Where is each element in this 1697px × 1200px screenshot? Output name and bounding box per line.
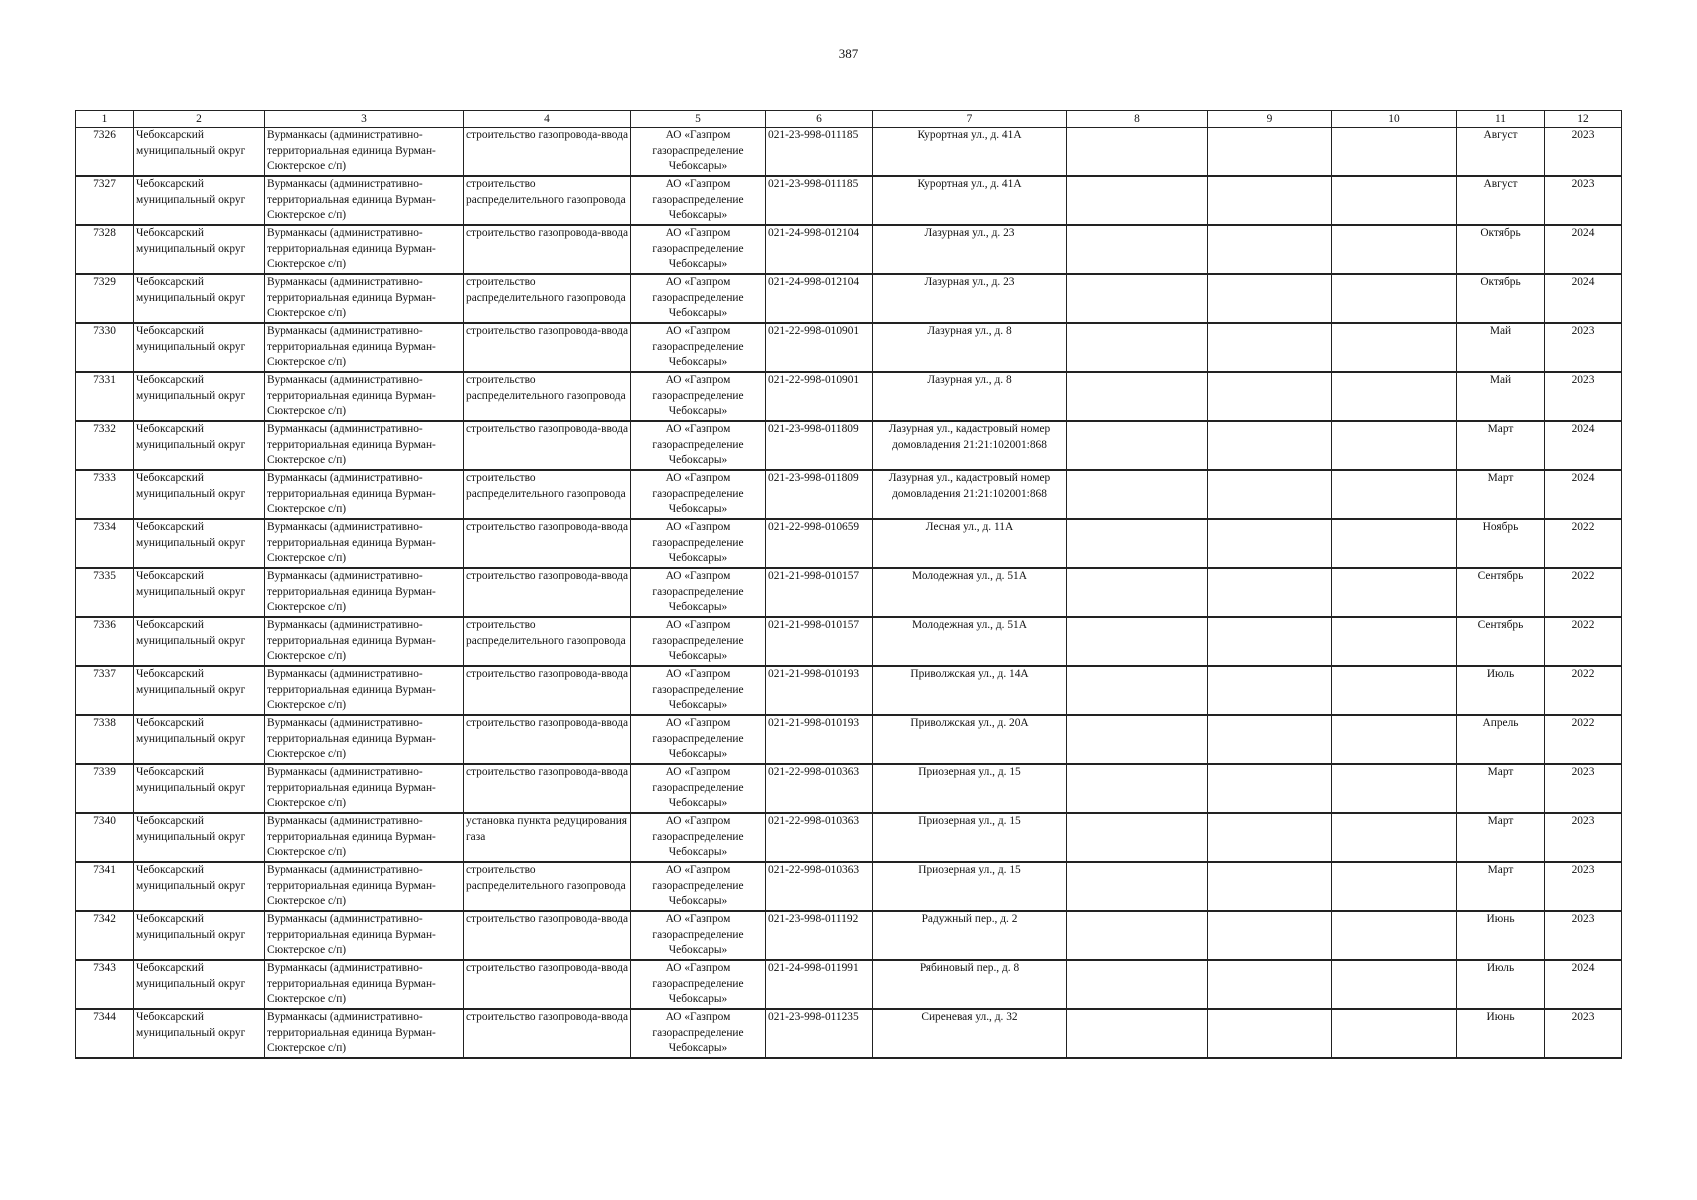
month-cell: Июль xyxy=(1457,666,1545,715)
address-cell: Приволжская ул., д. 20А xyxy=(873,715,1067,764)
address-cell: Рябиновый пер., д. 8 xyxy=(873,960,1067,1009)
column-8-cell xyxy=(1067,862,1208,911)
district-cell: Чебоксарский муниципальный округ xyxy=(134,862,265,911)
column-header: 8 xyxy=(1067,111,1208,128)
district-cell: Чебоксарский муниципальный округ xyxy=(134,372,265,421)
work-type-cell: строительство газопровода-ввода xyxy=(464,323,631,372)
month-cell: Март xyxy=(1457,470,1545,519)
month-cell: Июнь xyxy=(1457,911,1545,960)
column-10-cell xyxy=(1332,176,1457,225)
table-row xyxy=(76,764,1622,813)
column-8-cell xyxy=(1067,568,1208,617)
organization-cell: АО «Газпром газораспределение Чебоксары» xyxy=(631,1009,766,1058)
table-row xyxy=(76,421,1622,470)
address-cell: Курортная ул., д. 41А xyxy=(873,176,1067,225)
settlement-cell: Вурманкасы (административно-территориальная единица Вурман-Сюктерское с/п) xyxy=(265,911,464,960)
year-cell: 2023 xyxy=(1545,1009,1622,1058)
district-cell: Чебоксарский муниципальный округ xyxy=(134,764,265,813)
district-cell: Чебоксарский муниципальный округ xyxy=(134,225,265,274)
column-8-cell xyxy=(1067,372,1208,421)
row-number-cell: 7330 xyxy=(76,323,134,372)
table-row xyxy=(76,519,1622,568)
column-10-cell xyxy=(1332,421,1457,470)
table-row xyxy=(76,617,1622,666)
month-cell: Октябрь xyxy=(1457,274,1545,323)
district-cell: Чебоксарский муниципальный округ xyxy=(134,666,265,715)
table-row xyxy=(76,274,1622,323)
application-code-cell: 021-24-998-012104 xyxy=(766,225,873,274)
work-type-cell: строительство газопровода-ввода xyxy=(464,421,631,470)
district-cell: Чебоксарский муниципальный округ xyxy=(134,1009,265,1058)
address-cell: Лазурная ул., д. 23 xyxy=(873,225,1067,274)
address-cell: Курортная ул., д. 41А xyxy=(873,128,1067,177)
table-row xyxy=(76,666,1622,715)
year-cell: 2023 xyxy=(1545,128,1622,177)
settlement-cell: Вурманкасы (административно-территориальная единица Вурман-Сюктерское с/п) xyxy=(265,176,464,225)
column-9-cell xyxy=(1208,568,1332,617)
address-cell: Приволжская ул., д. 14А xyxy=(873,666,1067,715)
application-code-cell: 021-23-998-011809 xyxy=(766,470,873,519)
month-cell: Октябрь xyxy=(1457,225,1545,274)
column-8-cell xyxy=(1067,960,1208,1009)
year-cell: 2022 xyxy=(1545,715,1622,764)
column-9-cell xyxy=(1208,911,1332,960)
application-code-cell: 021-21-998-010157 xyxy=(766,568,873,617)
work-type-cell: строительство распределительного газопровода xyxy=(464,372,631,421)
district-cell: Чебоксарский муниципальный округ xyxy=(134,715,265,764)
column-9-cell xyxy=(1208,372,1332,421)
column-8-cell xyxy=(1067,225,1208,274)
table-row xyxy=(76,960,1622,1009)
column-10-cell xyxy=(1332,225,1457,274)
settlement-cell: Вурманкасы (административно-территориальная единица Вурман-Сюктерское с/п) xyxy=(265,617,464,666)
work-type-cell: строительство распределительного газопровода xyxy=(464,176,631,225)
organization-cell: АО «Газпром газораспределение Чебоксары» xyxy=(631,764,766,813)
address-cell: Лазурная ул., д. 8 xyxy=(873,323,1067,372)
address-cell: Радужный пер., д. 2 xyxy=(873,911,1067,960)
column-header: 4 xyxy=(464,111,631,128)
settlement-cell: Вурманкасы (административно-территориальная единица Вурман-Сюктерское с/п) xyxy=(265,421,464,470)
month-cell: Ноябрь xyxy=(1457,519,1545,568)
work-type-cell: строительство газопровода-ввода xyxy=(464,519,631,568)
column-10-cell xyxy=(1332,862,1457,911)
address-cell: Молодежная ул., д. 51А xyxy=(873,617,1067,666)
year-cell: 2024 xyxy=(1545,225,1622,274)
year-cell: 2023 xyxy=(1545,911,1622,960)
settlement-cell: Вурманкасы (административно-территориальная единица Вурман-Сюктерское с/п) xyxy=(265,813,464,862)
month-cell: Август xyxy=(1457,128,1545,177)
organization-cell: АО «Газпром газораспределение Чебоксары» xyxy=(631,568,766,617)
row-number-cell: 7341 xyxy=(76,862,134,911)
settlement-cell: Вурманкасы (административно-территориальная единица Вурман-Сюктерское с/п) xyxy=(265,470,464,519)
column-header: 10 xyxy=(1332,111,1457,128)
district-cell: Чебоксарский муниципальный округ xyxy=(134,274,265,323)
organization-cell: АО «Газпром газораспределение Чебоксары» xyxy=(631,372,766,421)
district-cell: Чебоксарский муниципальный округ xyxy=(134,911,265,960)
column-9-cell xyxy=(1208,666,1332,715)
column-10-cell xyxy=(1332,1009,1457,1058)
table-row xyxy=(76,176,1622,225)
year-cell: 2023 xyxy=(1545,862,1622,911)
row-number-cell: 7339 xyxy=(76,764,134,813)
column-9-cell xyxy=(1208,813,1332,862)
column-8-cell xyxy=(1067,274,1208,323)
column-9-cell xyxy=(1208,128,1332,177)
month-cell: Сентябрь xyxy=(1457,617,1545,666)
year-cell: 2022 xyxy=(1545,666,1622,715)
registry-body xyxy=(76,128,1622,1059)
column-9-cell xyxy=(1208,519,1332,568)
address-cell: Лазурная ул., кадастровый номер домовладения 21:21:102001:868 xyxy=(873,421,1067,470)
table-row xyxy=(76,862,1622,911)
application-code-cell: 021-22-998-010901 xyxy=(766,372,873,421)
address-cell: Лазурная ул., кадастровый номер домовладения 21:21:102001:868 xyxy=(873,470,1067,519)
column-header: 2 xyxy=(134,111,265,128)
organization-cell: АО «Газпром газораспределение Чебоксары» xyxy=(631,470,766,519)
application-code-cell: 021-21-998-010193 xyxy=(766,715,873,764)
application-code-cell: 021-22-998-010901 xyxy=(766,323,873,372)
month-cell: Март xyxy=(1457,813,1545,862)
application-code-cell: 021-22-998-010363 xyxy=(766,862,873,911)
month-cell: Сентябрь xyxy=(1457,568,1545,617)
organization-cell: АО «Газпром газораспределение Чебоксары» xyxy=(631,911,766,960)
year-cell: 2023 xyxy=(1545,323,1622,372)
settlement-cell: Вурманкасы (административно-территориальная единица Вурман-Сюктерское с/п) xyxy=(265,225,464,274)
application-code-cell: 021-23-998-011809 xyxy=(766,421,873,470)
district-cell: Чебоксарский муниципальный округ xyxy=(134,813,265,862)
column-header: 12 xyxy=(1545,111,1622,128)
settlement-cell: Вурманкасы (административно-территориальная единица Вурман-Сюктерское с/п) xyxy=(265,519,464,568)
year-cell: 2022 xyxy=(1545,519,1622,568)
month-cell: Май xyxy=(1457,323,1545,372)
column-header: 9 xyxy=(1208,111,1332,128)
work-type-cell: строительство газопровода-ввода xyxy=(464,1009,631,1058)
table-row xyxy=(76,225,1622,274)
column-8-cell xyxy=(1067,176,1208,225)
year-cell: 2022 xyxy=(1545,568,1622,617)
application-code-cell: 021-21-998-010193 xyxy=(766,666,873,715)
application-code-cell: 021-24-998-012104 xyxy=(766,274,873,323)
column-8-cell xyxy=(1067,128,1208,177)
address-cell: Приозерная ул., д. 15 xyxy=(873,764,1067,813)
application-code-cell: 021-23-998-011185 xyxy=(766,176,873,225)
column-8-cell xyxy=(1067,470,1208,519)
address-cell: Молодежная ул., д. 51А xyxy=(873,568,1067,617)
district-cell: Чебоксарский муниципальный округ xyxy=(134,960,265,1009)
application-code-cell: 021-23-998-011185 xyxy=(766,128,873,177)
organization-cell: АО «Газпром газораспределение Чебоксары» xyxy=(631,421,766,470)
column-9-cell xyxy=(1208,176,1332,225)
table-row xyxy=(76,911,1622,960)
table-row xyxy=(76,715,1622,764)
settlement-cell: Вурманкасы (административно-территориальная единица Вурман-Сюктерское с/п) xyxy=(265,128,464,177)
column-8-cell xyxy=(1067,421,1208,470)
column-9-cell xyxy=(1208,1009,1332,1058)
column-10-cell xyxy=(1332,323,1457,372)
column-10-cell xyxy=(1332,813,1457,862)
settlement-cell: Вурманкасы (административно-территориальная единица Вурман-Сюктерское с/п) xyxy=(265,1009,464,1058)
row-number-cell: 7327 xyxy=(76,176,134,225)
organization-cell: АО «Газпром газораспределение Чебоксары» xyxy=(631,225,766,274)
column-10-cell xyxy=(1332,617,1457,666)
column-10-cell xyxy=(1332,519,1457,568)
month-cell: Май xyxy=(1457,372,1545,421)
row-number-cell: 7335 xyxy=(76,568,134,617)
application-code-cell: 021-22-998-010363 xyxy=(766,813,873,862)
column-10-cell xyxy=(1332,372,1457,421)
application-code-cell: 021-22-998-010363 xyxy=(766,764,873,813)
column-9-cell xyxy=(1208,225,1332,274)
row-number-cell: 7340 xyxy=(76,813,134,862)
settlement-cell: Вурманкасы (административно-территориальная единица Вурман-Сюктерское с/п) xyxy=(265,372,464,421)
work-type-cell: строительство распределительного газопровода xyxy=(464,470,631,519)
column-header: 7 xyxy=(873,111,1067,128)
row-number-cell: 7333 xyxy=(76,470,134,519)
settlement-cell: Вурманкасы (административно-территориальная единица Вурман-Сюктерское с/п) xyxy=(265,666,464,715)
month-cell: Март xyxy=(1457,862,1545,911)
year-cell: 2023 xyxy=(1545,372,1622,421)
row-number-cell: 7329 xyxy=(76,274,134,323)
settlement-cell: Вурманкасы (административно-территориальная единица Вурман-Сюктерское с/п) xyxy=(265,274,464,323)
organization-cell: АО «Газпром газораспределение Чебоксары» xyxy=(631,813,766,862)
district-cell: Чебоксарский муниципальный округ xyxy=(134,470,265,519)
year-cell: 2022 xyxy=(1545,617,1622,666)
year-cell: 2024 xyxy=(1545,421,1622,470)
address-cell: Лазурная ул., д. 23 xyxy=(873,274,1067,323)
row-number-cell: 7328 xyxy=(76,225,134,274)
column-9-cell xyxy=(1208,323,1332,372)
district-cell: Чебоксарский муниципальный округ xyxy=(134,568,265,617)
application-code-cell: 021-22-998-010659 xyxy=(766,519,873,568)
work-type-cell: строительство газопровода-ввода xyxy=(464,715,631,764)
work-type-cell: строительство распределительного газопровода xyxy=(464,862,631,911)
address-cell: Сиреневая ул., д. 32 xyxy=(873,1009,1067,1058)
year-cell: 2024 xyxy=(1545,470,1622,519)
row-number-cell: 7337 xyxy=(76,666,134,715)
organization-cell: АО «Газпром газораспределение Чебоксары» xyxy=(631,666,766,715)
row-number-cell: 7331 xyxy=(76,372,134,421)
row-number-cell: 7336 xyxy=(76,617,134,666)
row-number-cell: 7332 xyxy=(76,421,134,470)
work-type-cell: строительство газопровода-ввода xyxy=(464,764,631,813)
work-type-cell: строительство газопровода-ввода xyxy=(464,960,631,1009)
district-cell: Чебоксарский муниципальный округ xyxy=(134,617,265,666)
organization-cell: АО «Газпром газораспределение Чебоксары» xyxy=(631,274,766,323)
work-type-cell: строительство газопровода-ввода xyxy=(464,568,631,617)
table-row xyxy=(76,323,1622,372)
column-10-cell xyxy=(1332,568,1457,617)
district-cell: Чебоксарский муниципальный округ xyxy=(134,176,265,225)
column-9-cell xyxy=(1208,274,1332,323)
column-10-cell xyxy=(1332,666,1457,715)
year-cell: 2024 xyxy=(1545,960,1622,1009)
column-10-cell xyxy=(1332,764,1457,813)
column-10-cell xyxy=(1332,960,1457,1009)
table-row xyxy=(76,128,1622,177)
column-header: 11 xyxy=(1457,111,1545,128)
settlement-cell: Вурманкасы (административно-территориальная единица Вурман-Сюктерское с/п) xyxy=(265,568,464,617)
column-10-cell xyxy=(1332,470,1457,519)
table-row xyxy=(76,470,1622,519)
table-row xyxy=(76,1009,1622,1058)
settlement-cell: Вурманкасы (административно-территориальная единица Вурман-Сюктерское с/п) xyxy=(265,323,464,372)
column-10-cell xyxy=(1332,128,1457,177)
work-type-cell: строительство газопровода-ввода xyxy=(464,911,631,960)
column-8-cell xyxy=(1067,764,1208,813)
district-cell: Чебоксарский муниципальный округ xyxy=(134,519,265,568)
column-9-cell xyxy=(1208,470,1332,519)
work-type-cell: строительство распределительного газопровода xyxy=(464,617,631,666)
column-9-cell xyxy=(1208,764,1332,813)
month-cell: Апрель xyxy=(1457,715,1545,764)
district-cell: Чебоксарский муниципальный округ xyxy=(134,323,265,372)
column-header: 1 xyxy=(76,111,134,128)
row-number-cell: 7326 xyxy=(76,128,134,177)
application-code-cell: 021-23-998-011235 xyxy=(766,1009,873,1058)
work-type-cell: строительство газопровода-ввода xyxy=(464,666,631,715)
address-cell: Лесная ул., д. 11А xyxy=(873,519,1067,568)
address-cell: Приозерная ул., д. 15 xyxy=(873,813,1067,862)
settlement-cell: Вурманкасы (административно-территориальная единица Вурман-Сюктерское с/п) xyxy=(265,862,464,911)
row-number-cell: 7343 xyxy=(76,960,134,1009)
column-9-cell xyxy=(1208,617,1332,666)
work-type-cell: строительство распределительного газопровода xyxy=(464,274,631,323)
column-header: 3 xyxy=(265,111,464,128)
column-8-cell xyxy=(1067,323,1208,372)
district-cell: Чебоксарский муниципальный округ xyxy=(134,421,265,470)
organization-cell: АО «Газпром газораспределение Чебоксары» xyxy=(631,862,766,911)
work-type-cell: строительство газопровода-ввода xyxy=(464,128,631,177)
organization-cell: АО «Газпром газораспределение Чебоксары» xyxy=(631,617,766,666)
organization-cell: АО «Газпром газораспределение Чебоксары» xyxy=(631,128,766,177)
application-code-cell: 021-21-998-010157 xyxy=(766,617,873,666)
month-cell: Март xyxy=(1457,421,1545,470)
column-9-cell xyxy=(1208,960,1332,1009)
address-cell: Приозерная ул., д. 15 xyxy=(873,862,1067,911)
column-number-row xyxy=(76,111,1622,128)
column-9-cell xyxy=(1208,715,1332,764)
page-number: 387 xyxy=(838,46,859,61)
organization-cell: АО «Газпром газораспределение Чебоксары» xyxy=(631,176,766,225)
column-8-cell xyxy=(1067,666,1208,715)
column-8-cell xyxy=(1067,617,1208,666)
row-number-cell: 7342 xyxy=(76,911,134,960)
column-9-cell xyxy=(1208,421,1332,470)
gasification-registry-table xyxy=(75,110,1622,1059)
year-cell: 2024 xyxy=(1545,274,1622,323)
application-code-cell: 021-24-998-011991 xyxy=(766,960,873,1009)
column-10-cell xyxy=(1332,715,1457,764)
organization-cell: АО «Газпром газораспределение Чебоксары» xyxy=(631,323,766,372)
work-type-cell: строительство газопровода-ввода xyxy=(464,225,631,274)
address-cell: Лазурная ул., д. 8 xyxy=(873,372,1067,421)
table-row xyxy=(76,568,1622,617)
table-row xyxy=(76,813,1622,862)
row-number-cell: 7334 xyxy=(76,519,134,568)
column-8-cell xyxy=(1067,1009,1208,1058)
column-8-cell xyxy=(1067,813,1208,862)
month-cell: Март xyxy=(1457,764,1545,813)
settlement-cell: Вурманкасы (административно-территориальная единица Вурман-Сюктерское с/п) xyxy=(265,715,464,764)
column-10-cell xyxy=(1332,274,1457,323)
column-8-cell xyxy=(1067,715,1208,764)
column-8-cell xyxy=(1067,519,1208,568)
settlement-cell: Вурманкасы (административно-территориальная единица Вурман-Сюктерское с/п) xyxy=(265,960,464,1009)
year-cell: 2023 xyxy=(1545,176,1622,225)
organization-cell: АО «Газпром газораспределение Чебоксары» xyxy=(631,519,766,568)
work-type-cell: установка пункта редуцирования газа xyxy=(464,813,631,862)
settlement-cell: Вурманкасы (административно-территориальная единица Вурман-Сюктерское с/п) xyxy=(265,764,464,813)
year-cell: 2023 xyxy=(1545,813,1622,862)
application-code-cell: 021-23-998-011192 xyxy=(766,911,873,960)
row-number-cell: 7344 xyxy=(76,1009,134,1058)
row-number-cell: 7338 xyxy=(76,715,134,764)
column-10-cell xyxy=(1332,911,1457,960)
table-row xyxy=(76,372,1622,421)
organization-cell: АО «Газпром газораспределение Чебоксары» xyxy=(631,960,766,1009)
district-cell: Чебоксарский муниципальный округ xyxy=(134,128,265,177)
column-9-cell xyxy=(1208,862,1332,911)
column-header: 5 xyxy=(631,111,766,128)
month-cell: Июль xyxy=(1457,960,1545,1009)
month-cell: Август xyxy=(1457,176,1545,225)
year-cell: 2023 xyxy=(1545,764,1622,813)
column-8-cell xyxy=(1067,911,1208,960)
organization-cell: АО «Газпром газораспределение Чебоксары» xyxy=(631,715,766,764)
month-cell: Июнь xyxy=(1457,1009,1545,1058)
column-header: 6 xyxy=(766,111,873,128)
